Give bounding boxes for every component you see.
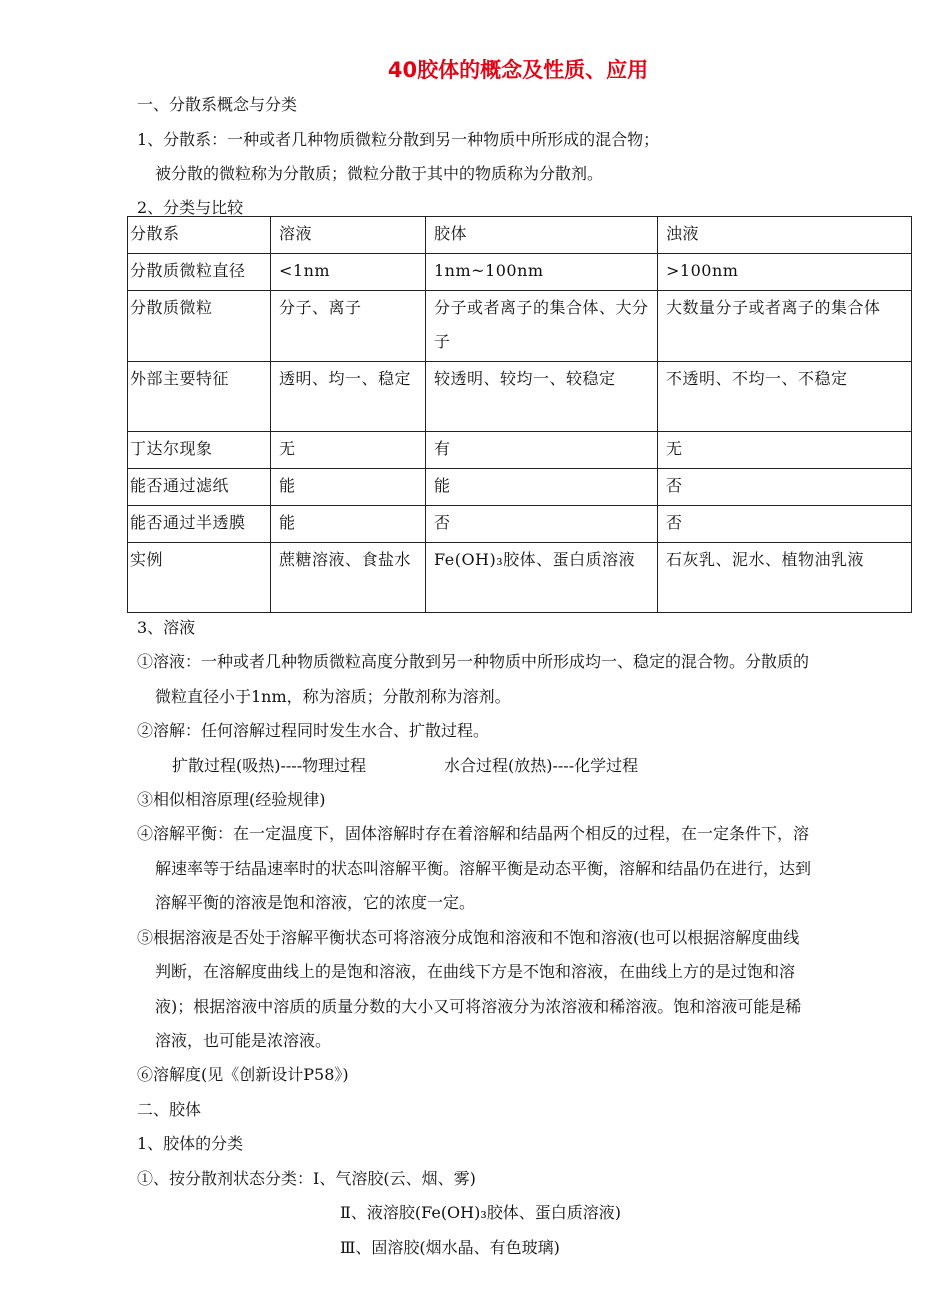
table-cell: 分散质微粒直径 xyxy=(128,254,271,291)
table-row xyxy=(128,506,912,543)
section-heading-3: 3、溶液 xyxy=(137,618,196,637)
table-cell: <1nm xyxy=(271,254,426,291)
table-row xyxy=(128,469,912,506)
table-row xyxy=(128,362,912,432)
paragraph-cont: 溶液，也可能是浓溶液。 xyxy=(155,1031,332,1050)
table-header-cell: 浊液 xyxy=(658,217,912,254)
paragraph-cont: 液)；根据溶液中溶质的质量分数的大小又可将溶液分为浓溶液和稀溶液。饱和溶液可能是稀 xyxy=(155,997,802,1016)
paragraph: ⑥溶解度(见《创新设计P58》) xyxy=(137,1065,349,1084)
table-cell: 分散质微粒 xyxy=(128,291,271,362)
paragraph-1: 1、分散系：一种或者几种物质微粒分散到另一种物质中所形成的混合物； xyxy=(137,130,660,149)
paragraph-sub: 水合过程(放热)----化学过程 xyxy=(444,756,639,775)
page-title: 40胶体的概念及性质、应用 xyxy=(387,58,649,82)
table-cell: 否 xyxy=(658,506,912,543)
paragraph-cont: 溶解平衡的溶液是饱和溶液，它的浓度一定。 xyxy=(155,893,476,912)
table-cell: 石灰乳、泥水、植物油乳液 xyxy=(658,543,912,613)
paragraph-sub: Ⅱ、液溶胶(Fe(OH)₃胶体、蛋白质溶液) xyxy=(340,1203,622,1222)
table-row xyxy=(128,254,912,291)
table-row xyxy=(128,432,912,469)
table-cell: 能 xyxy=(271,469,426,506)
comparison-table xyxy=(127,216,912,613)
table-header-cell: 分散系 xyxy=(128,217,271,254)
table-cell: 不透明、不均一、不稳定 xyxy=(658,362,912,432)
table-cell: 蔗糖溶液、食盐水 xyxy=(271,543,426,613)
table-cell: 否 xyxy=(426,506,658,543)
table-cell: Fe(OH)₃胶体、蛋白质溶液 xyxy=(426,543,658,613)
paragraph-1-cont: 被分散的微粒称为分散质；微粒分散于其中的物质称为分散剂。 xyxy=(155,164,604,183)
table-header-cell: 胶体 xyxy=(426,217,658,254)
paragraph-sub: Ⅲ、固溶胶(烟水晶、有色玻璃) xyxy=(340,1238,560,1257)
table-cell: 1nm~100nm xyxy=(426,254,658,291)
paragraph: ④溶解平衡：在一定温度下，固体溶解时存在着溶解和结晶两个相反的过程，在一定条件下，溶 xyxy=(137,824,810,843)
table-cell: 否 xyxy=(658,469,912,506)
table-cell: 大数量分子或者离子的集合体 xyxy=(658,291,912,362)
paragraph: ⑤根据溶液是否处于溶解平衡状态可将溶液分成饱和溶液和不饱和溶液(也可以根据溶解度曲线 xyxy=(137,928,800,947)
paragraph-cont: 微粒直径小于1nm，称为溶质；分散剂称为溶剂。 xyxy=(155,687,511,706)
table-row xyxy=(128,543,912,613)
table-cell: 较透明、较均一、较稳定 xyxy=(426,362,658,432)
table-cell: 分子或者离子的集合体、大分子 xyxy=(426,291,658,362)
table-cell: 无 xyxy=(658,432,912,469)
table-cell: 无 xyxy=(271,432,426,469)
paragraph-cont: 解速率等于结晶速率时的状态叫溶解平衡。溶解平衡是动态平衡，溶解和结晶仍在进行，达到 xyxy=(155,859,812,878)
paragraph-2: 2、分类与比较 xyxy=(137,198,244,217)
table-cell: 透明、均一、稳定 xyxy=(271,362,426,432)
table-row xyxy=(128,291,912,362)
table-cell: 能否通过半透膜 xyxy=(128,506,271,543)
table-cell: 能 xyxy=(426,469,658,506)
paragraph-sub: 扩散过程(吸热)----物理过程 xyxy=(172,756,367,775)
paragraph-cont: 判断，在溶解度曲线上的是饱和溶液，在曲线下方是不饱和溶液，在曲线上方的是过饱和溶 xyxy=(155,962,796,981)
table-cell: 能否通过滤纸 xyxy=(128,469,271,506)
paragraph: ①溶液：一种或者几种物质微粒高度分散到另一种物质中所形成均一、稳定的混合物。分散质的 xyxy=(137,652,810,671)
paragraph: ②溶解：任何溶解过程同时发生水合、扩散过程。 xyxy=(137,721,490,740)
table-header-cell: 溶液 xyxy=(271,217,426,254)
section-heading-1: 一、分散系概念与分类 xyxy=(137,95,298,114)
table-cell: >100nm xyxy=(658,254,912,291)
paragraph: 1、胶体的分类 xyxy=(137,1134,244,1153)
paragraph: ①、按分散剂状态分类：Ⅰ、气溶胶(云、烟、雾) xyxy=(137,1169,476,1188)
table-cell: 有 xyxy=(426,432,658,469)
table-cell: 能 xyxy=(271,506,426,543)
table-cell: 外部主要特征 xyxy=(128,362,271,432)
table-cell: 实例 xyxy=(128,543,271,613)
section-heading-2: 二、胶体 xyxy=(137,1100,202,1119)
table-cell: 丁达尔现象 xyxy=(128,432,271,469)
table-header-row xyxy=(128,217,912,254)
paragraph: ③相似相溶原理(经验规律) xyxy=(137,790,326,809)
table-cell: 分子、离子 xyxy=(271,291,426,362)
